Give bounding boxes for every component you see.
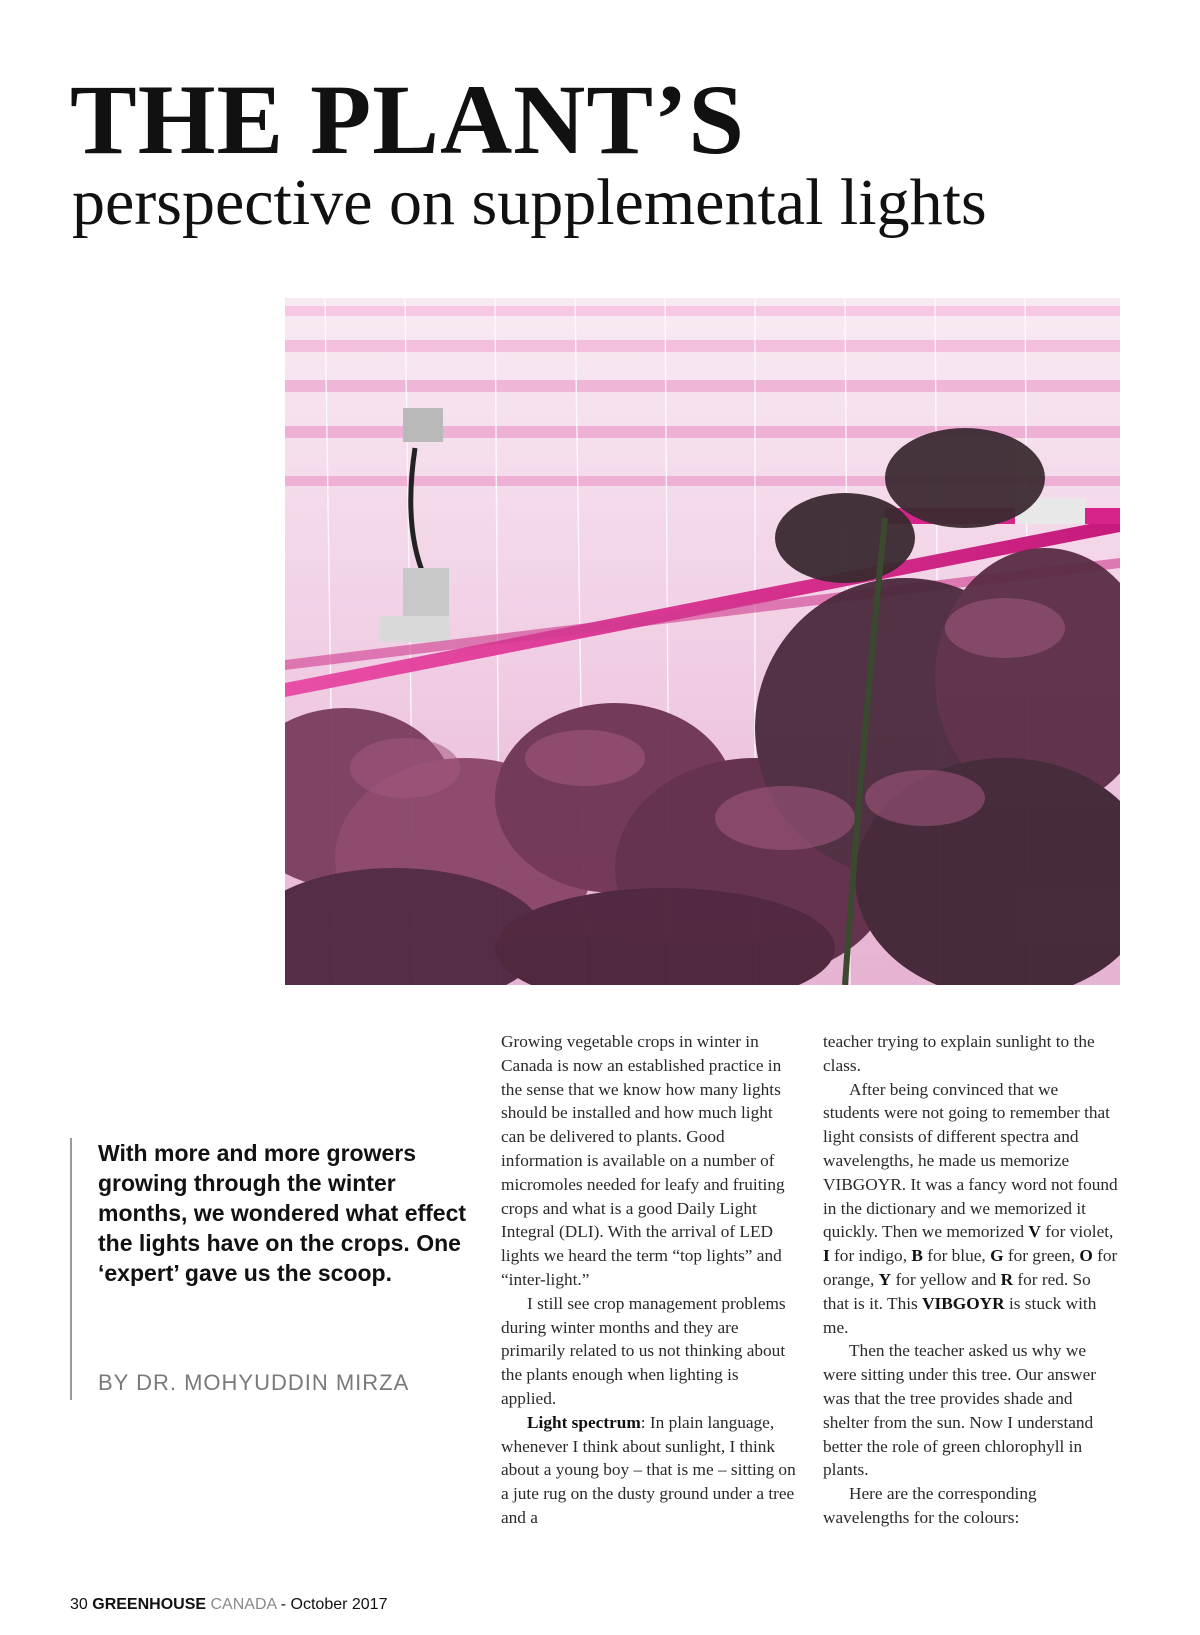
letter-g: G: [990, 1246, 1004, 1266]
article-column-2: [823, 1030, 1118, 1530]
vibgoyr-word: VIBGOYR: [922, 1293, 1005, 1313]
byline: BY DR. MOHYUDDIN MIRZA: [98, 1370, 410, 1395]
letter-b: B: [911, 1246, 923, 1266]
paragraph-text: for indigo,: [829, 1246, 912, 1266]
pull-quote: With more and more growers growing through the winter months, we wondered what effect the lights have on the crops. One ‘expert’ gave us the scoop.: [98, 1140, 467, 1286]
paragraph-text: for green,: [1003, 1246, 1080, 1266]
paragraph-text: : In plain language, whenever I think about sunlight, I think about a young boy – that is me – sitting on a jute rug on the dusty ground under a tree and a: [501, 1412, 796, 1527]
page-footer: [70, 1596, 387, 1614]
paragraph: [501, 1411, 796, 1530]
article-title: THE PLANT’S: [70, 64, 746, 175]
paragraph: I still see crop management problems during winter months and they are primarily related to us not thinking about the plants enough when lighting is applied.: [501, 1293, 786, 1408]
paragraph-text: for orange,: [823, 1246, 1118, 1289]
greenhouse-led-lights-photo: [285, 298, 1120, 985]
paragraph: Growing vegetable crops in winter in Canada is now an established practice in the sense that we know how many lights should be installed and how much light can be delivered to plants. Good information is available on a number of micromoles needed for leafy and fruiting crops and what is a good Daily Light Integral (DLI). With the arrival of LED lights we heard the term “top lights” and “inter-light.”: [501, 1032, 785, 1289]
letter-y: Y: [878, 1269, 892, 1289]
photo-illustration: [285, 298, 1120, 985]
paragraph-text: for red. So that is it. This: [823, 1269, 1091, 1313]
paragraph-text: for yellow and: [891, 1269, 1001, 1289]
paragraph-text: is stuck with me.: [823, 1293, 1097, 1337]
page-number: 30: [70, 1596, 88, 1613]
issue-date: - October 2017: [280, 1596, 388, 1613]
paragraph: [823, 1078, 1118, 1340]
pull-quote-block: [70, 1138, 480, 1400]
letter-o: O: [1079, 1246, 1093, 1266]
letter-i: I: [823, 1246, 830, 1266]
magazine-name-light: CANADA: [210, 1596, 277, 1613]
letter-r: R: [1000, 1269, 1014, 1289]
paragraph-text: for violet,: [1040, 1222, 1114, 1242]
section-heading: Light spectrum: [527, 1412, 641, 1432]
paragraph: Here are the corresponding wavelengths for the colours:: [823, 1484, 1037, 1527]
paragraph-text: for blue,: [922, 1246, 991, 1266]
article-column-1: [501, 1030, 796, 1530]
paragraph: Then the teacher asked us why we were sitting under this tree. Our answer was that the tree provides shade and shelter from the sun. Now I understand better the role of green chlorophyll in plants.: [823, 1341, 1097, 1480]
magazine-name-bold: GREENHOUSE: [92, 1596, 207, 1613]
letter-v: V: [1028, 1222, 1041, 1242]
paragraph-text: After being convinced that we students were not going to remember that light consists of different spectra and wavelengths, he made us memorize VIBGOYR. It was a fancy word not found in the dictionary and we memorized it quickly. Then we memorized: [823, 1079, 1118, 1242]
paragraph: teacher trying to explain sunlight to the class.: [823, 1032, 1095, 1075]
article-subtitle: perspective on supplemental lights: [72, 166, 987, 239]
